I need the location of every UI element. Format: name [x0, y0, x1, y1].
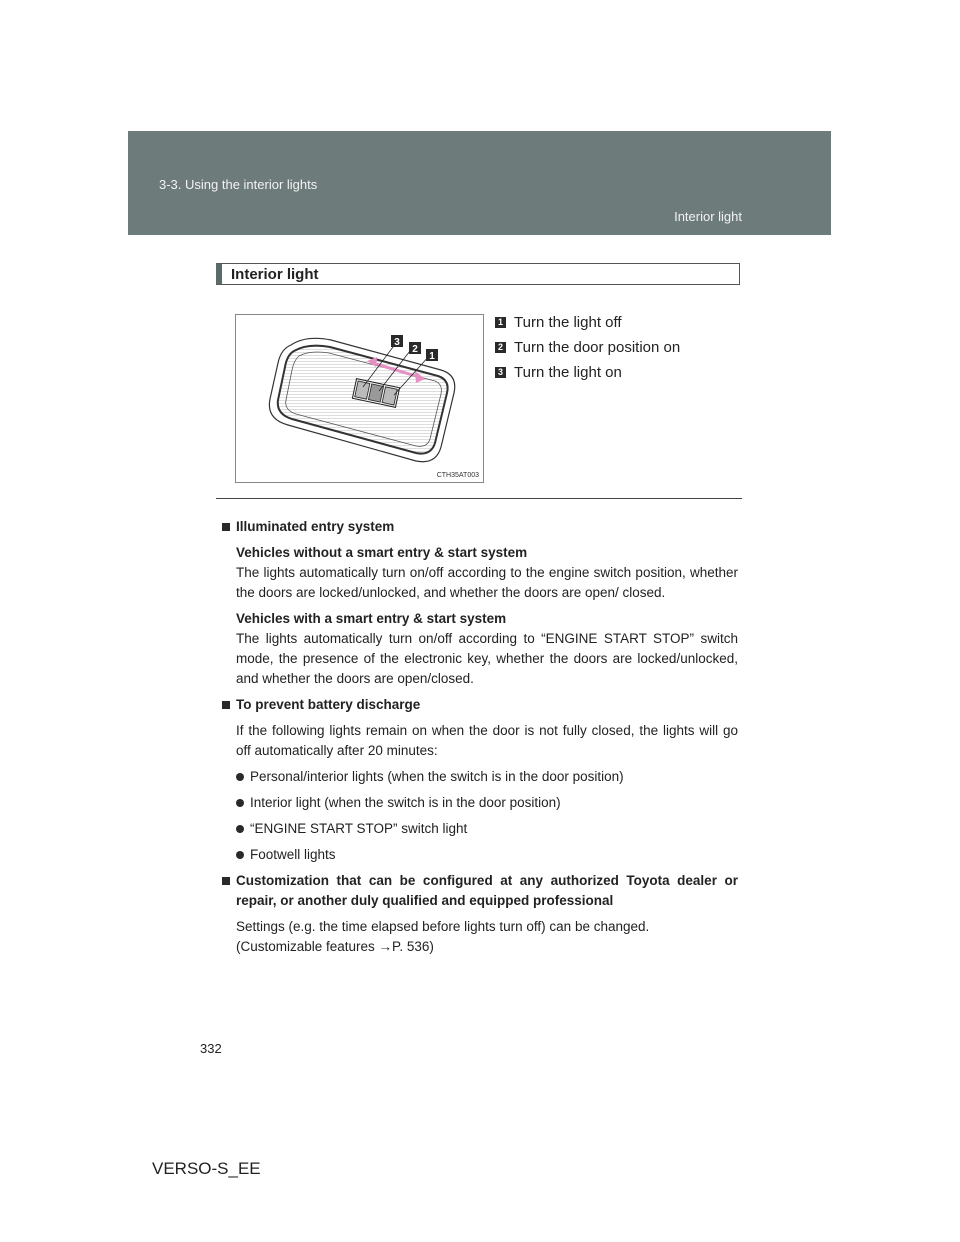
list-item: Footwell lights [222, 845, 738, 865]
page-number: 332 [200, 1041, 222, 1056]
battery-discharge-heading: To prevent battery discharge [222, 695, 738, 715]
page-content [222, 517, 738, 957]
section-title-box [216, 263, 740, 285]
round-bullet-icon [236, 825, 244, 833]
battery-discharge-text: If the following lights remain on when the door is not fully closed, the lights will go off automatically after 20 minutes: [236, 723, 738, 758]
divider [216, 498, 742, 499]
round-bullet-icon [236, 799, 244, 807]
section-label: 3-3. Using the interior lights [159, 177, 318, 192]
illuminated-entry-heading: Illuminated entry system [222, 517, 738, 537]
interior-light-illustration [236, 315, 485, 484]
legend-number-badge: 2 [495, 342, 506, 353]
customizable-features-reference[interactable]: (Customizable features →P. 536) [236, 939, 434, 954]
chapter-header-bar [128, 131, 831, 235]
svg-text:3: 3 [394, 337, 400, 348]
square-bullet-icon [222, 701, 230, 709]
legend-text: Turn the light off [514, 314, 622, 331]
list-item: “ENGINE START STOP” switch light [222, 819, 738, 839]
figure-code: CTH35AT003 [436, 472, 479, 479]
legend-text: Turn the light on [514, 364, 622, 381]
square-bullet-icon [222, 877, 230, 885]
legend-text: Turn the door position on [514, 339, 681, 356]
round-bullet-icon [236, 773, 244, 781]
with-smart-entry-subheading: Vehicles with a smart entry & start system [236, 611, 507, 626]
list-item: Personal/interior lights (when the switch is in the door position) [222, 767, 738, 787]
square-bullet-icon [222, 523, 230, 531]
svg-text:1: 1 [429, 351, 435, 362]
legend-item [495, 335, 680, 360]
with-smart-entry-text: The lights automatically turn on/off according to “ENGINE START STOP” switch mode, the presence of the electronic key, whether the doors are locked/unlocked, and whether the doors are open/closed. [236, 631, 738, 686]
legend-item [495, 310, 680, 335]
without-smart-entry-subheading: Vehicles without a smart entry & start system [236, 545, 528, 560]
legend-number-badge: 3 [495, 367, 506, 378]
section-title: Interior light [231, 266, 319, 283]
footer-model-code: VERSO-S_EE [152, 1159, 261, 1178]
without-smart-entry-text: The lights automatically turn on/off according to the engine switch position, whether the doors are locked/unlocked, and whether the doors are open/ closed. [236, 565, 738, 600]
list-item: Interior light (when the switch is in the door position) [222, 793, 738, 813]
customization-text: Settings (e.g. the time elapsed before lights turn off) can be changed. (Customizable features →P. 536) [222, 917, 738, 957]
round-bullet-icon [236, 851, 244, 859]
legend-item [495, 360, 680, 385]
without-smart-entry-block [222, 543, 738, 603]
figure-legend [495, 310, 680, 385]
legend-number-badge: 1 [495, 317, 506, 328]
with-smart-entry-block [222, 609, 738, 689]
page-topic-title: Interior light [674, 209, 742, 224]
customization-heading: Customization that can be configured at any authorized Toyota dealer or repair, or another duly qualified and equipped professional [222, 871, 738, 911]
svg-text:2: 2 [412, 344, 418, 355]
interior-light-figure [235, 314, 484, 483]
